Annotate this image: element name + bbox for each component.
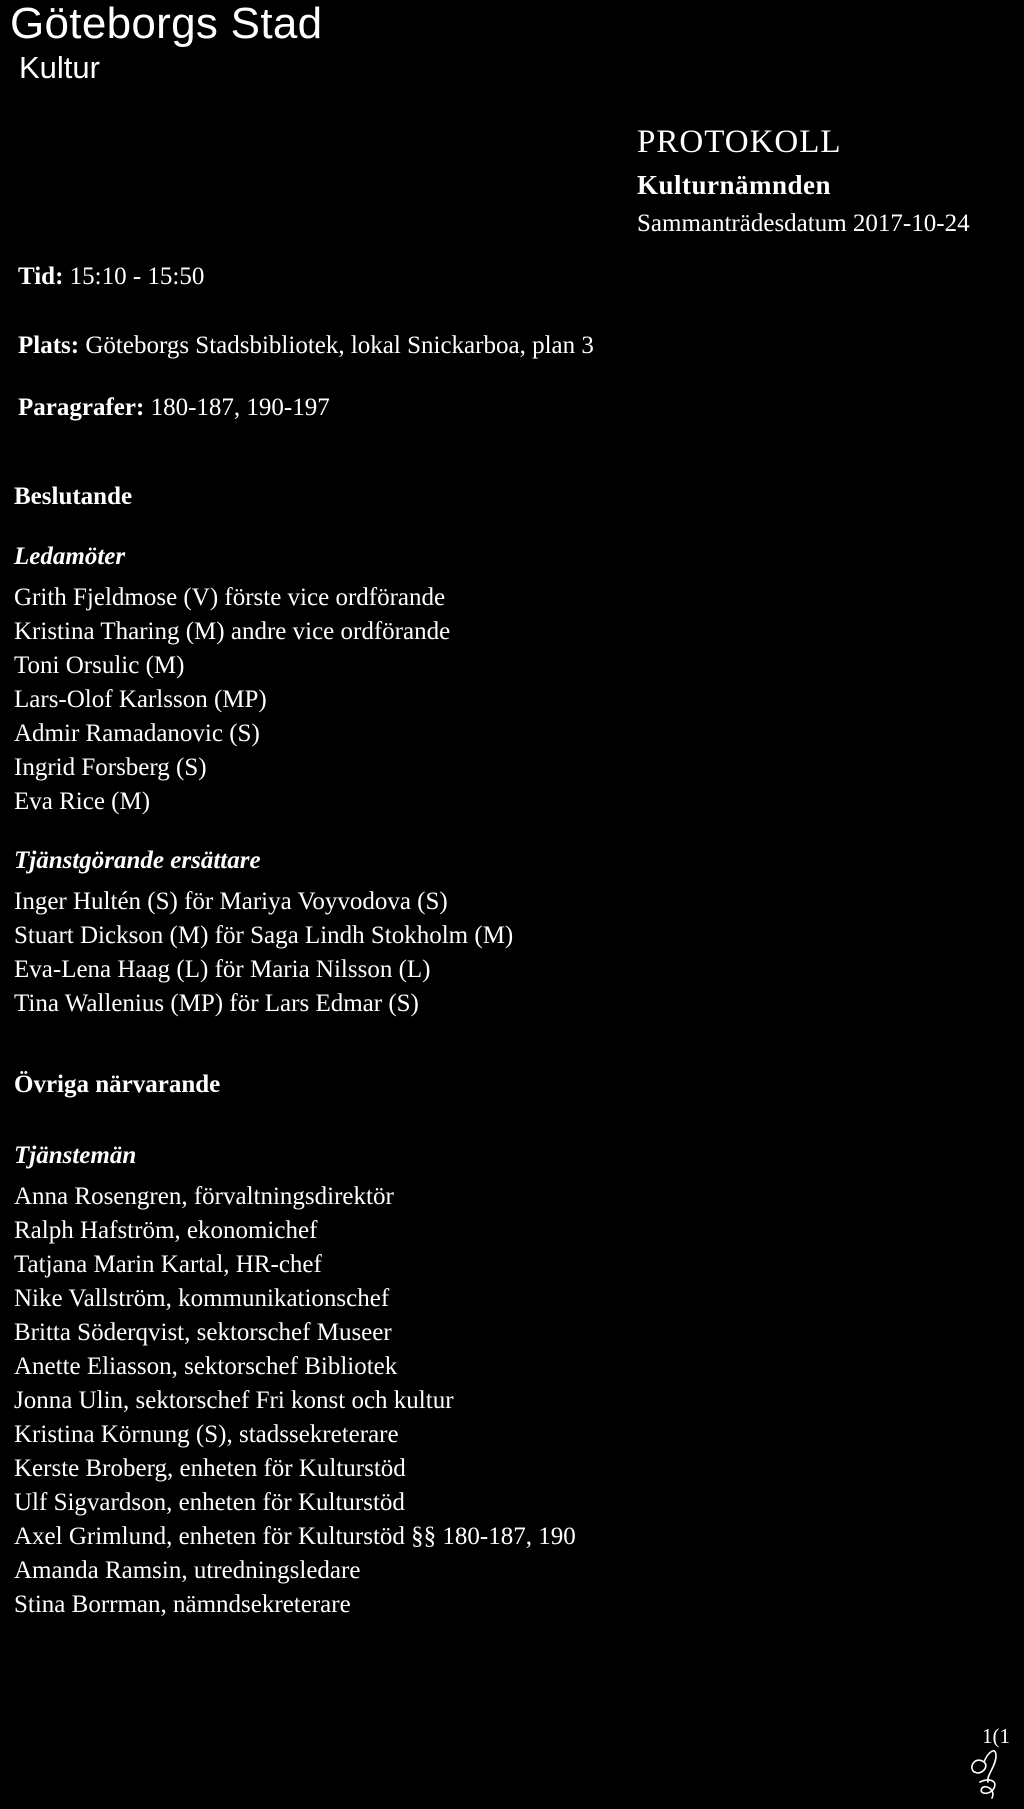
meeting-place-label: Plats: bbox=[18, 332, 80, 359]
initials-signature bbox=[966, 1742, 1006, 1802]
meeting-paragraphs-label: Paragrafer: bbox=[18, 394, 145, 421]
list-item: Amanda Ramsin, utredningsledare bbox=[14, 1557, 361, 1584]
meeting-place bbox=[18, 330, 594, 362]
meeting-date: Sammanträdesdatum 2017-10-24 bbox=[637, 210, 970, 237]
list-item: Admir Ramadanovic (S) bbox=[14, 720, 260, 747]
officials-list bbox=[14, 1180, 576, 1622]
meeting-paragraphs bbox=[18, 392, 330, 424]
list-item: Ralph Hafström, ekonomichef bbox=[14, 1217, 318, 1244]
list-item: Kerste Broberg, enheten för Kulturstöd bbox=[14, 1455, 406, 1482]
list-item: Britta Söderqvist, sektorschef Museer bbox=[14, 1319, 392, 1346]
meeting-time-label: Tid: bbox=[18, 263, 64, 290]
meeting-paragraphs-value: 180-187, 190-197 bbox=[150, 394, 330, 421]
list-item: Ulf Sigvardson, enheten för Kulturstöd bbox=[14, 1489, 405, 1516]
list-item: Anna Rosengren, förvaltningsdirektör bbox=[14, 1183, 394, 1210]
decision-makers-heading: Beslutande bbox=[14, 483, 133, 510]
list-item: Eva-Lena Haag (L) för Maria Nilsson (L) bbox=[14, 956, 431, 983]
list-item: Kristina Körnung (S), stadssekreterare bbox=[14, 1421, 399, 1448]
committee-name: Kulturnämnden bbox=[637, 170, 832, 200]
list-item: Nike Vallström, kommunikationschef bbox=[14, 1285, 390, 1312]
officials-heading: Tjänstemän bbox=[14, 1142, 137, 1169]
organization-name: Göteborgs Stad bbox=[10, 0, 323, 48]
list-item: Eva Rice (M) bbox=[14, 788, 151, 815]
list-item: Grith Fjeldmose (V) förste vice ordförande bbox=[14, 584, 446, 611]
page-number: 1(1 bbox=[982, 1724, 1010, 1748]
list-item: Inger Hultén (S) för Mariya Voyvodova (S) bbox=[14, 888, 448, 915]
list-item: Ingrid Forsberg (S) bbox=[14, 754, 207, 781]
list-item: Toni Orsulic (M) bbox=[14, 652, 185, 679]
substitutes-heading: Tjänstgörande ersättare bbox=[14, 847, 261, 874]
list-item: Axel Grimlund, enheten för Kulturstöd §§ 180-187, 190 bbox=[14, 1523, 576, 1550]
list-item: Tina Wallenius (MP) för Lars Edmar (S) bbox=[14, 990, 419, 1017]
document-type: PROTOKOLL bbox=[637, 124, 842, 160]
meeting-time-value: 15:10 - 15:50 bbox=[69, 263, 205, 290]
meeting-time bbox=[18, 261, 204, 293]
list-item: Tatjana Marin Kartal, HR-chef bbox=[14, 1251, 322, 1278]
list-item: Stina Borrman, nämndsekreterare bbox=[14, 1591, 351, 1618]
members-list bbox=[14, 581, 450, 819]
list-item: Lars-Olof Karlsson (MP) bbox=[14, 686, 267, 713]
others-present-heading: Övriga närvarande bbox=[14, 1071, 221, 1098]
list-item: Anette Eliasson, sektorschef Bibliotek bbox=[14, 1353, 398, 1380]
meeting-place-value: Göteborgs Stadsbibliotek, lokal Snickarboa, plan 3 bbox=[85, 332, 594, 359]
list-item: Jonna Ulin, sektorschef Fri konst och kultur bbox=[14, 1387, 454, 1414]
members-heading: Ledamöter bbox=[14, 543, 126, 570]
list-item: Stuart Dickson (M) för Saga Lindh Stokholm (M) bbox=[14, 922, 514, 949]
substitutes-list bbox=[14, 885, 513, 1021]
department-name: Kultur bbox=[19, 50, 100, 85]
list-item: Kristina Tharing (M) andre vice ordförande bbox=[14, 618, 451, 645]
